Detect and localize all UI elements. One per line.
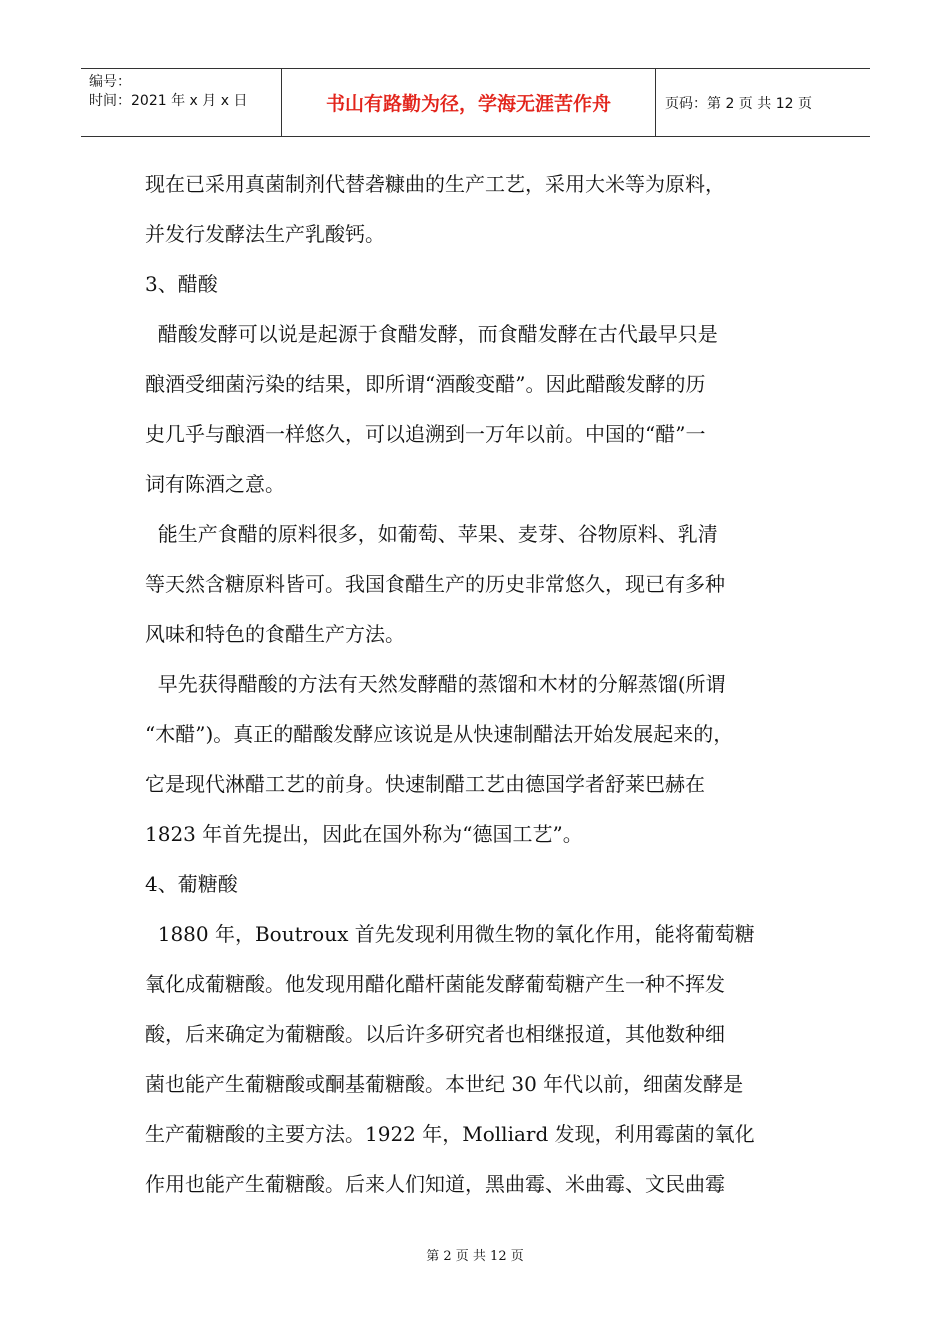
body-line: 作用也能产生葡糖酸。后来人们知道，黑曲霉、米曲霉、文民曲霉 <box>145 1172 725 1196</box>
header-time: 时间：2021 年 x 月 x 日 <box>89 93 248 109</box>
body-line: 酿酒受细菌污染的结果，即所谓“酒酸变醋”。因此醋酸发酵的历 <box>145 372 706 396</box>
header-divider <box>655 69 656 136</box>
body-line: 风味和特色的食醋生产方法。 <box>145 622 405 646</box>
section-heading: 4、葡糖酸 <box>145 872 238 896</box>
body-line: 酸，后来确定为葡糖酸。以后许多研究者也相继报道，其他数种细 <box>145 1022 725 1046</box>
header-meta <box>89 73 247 111</box>
body-line: 能生产食醋的原料很多，如葡萄、苹果、麦芽、谷物原料、乳清 <box>145 522 718 546</box>
body-line: 并发行发酵法生产乳酸钙。 <box>145 222 385 246</box>
page-footer: 第 2 页 共 12 页 <box>426 1249 524 1264</box>
body-line: 1880 年，Boutroux 首先发现利用微生物的氧化作用，能将葡萄糖 <box>145 922 755 946</box>
body-line: 菌也能产生葡糖酸或酮基葡糖酸。本世纪 30 年代以前，细菌发酵是 <box>145 1072 744 1096</box>
body-line: 词有陈酒之意。 <box>145 472 285 496</box>
page-header <box>81 68 870 137</box>
body-line: 醋酸发酵可以说是起源于食醋发酵，而食醋发酵在古代最早只是 <box>145 322 718 346</box>
section-heading: 3、醋酸 <box>145 272 218 296</box>
header-page-info: 页码：第 2 页 共 12 页 <box>665 95 812 112</box>
body-line: 现在已采用真菌制剂代替砻糠曲的生产工艺，采用大米等为原料， <box>145 172 725 196</box>
body-line: 早先获得醋酸的方法有天然发酵醋的蒸馏和木材的分解蒸馏(所谓 <box>145 672 726 696</box>
body-line: 它是现代淋醋工艺的前身。快速制醋工艺由德国学者舒莱巴赫在 <box>145 772 705 796</box>
body-line: 等天然含糖原料皆可。我国食醋生产的历史非常悠久，现已有多种 <box>145 572 725 596</box>
header-motto: 书山有路勤为径，学海无涯苦作舟 <box>325 93 611 115</box>
body-line: 生产葡糖酸的主要方法。1922 年，Molliard 发现，利用霉菌的氧化 <box>145 1122 755 1146</box>
body-line: 史几乎与酿酒一样悠久，可以追溯到一万年以前。中国的“醋”一 <box>145 422 706 446</box>
header-number: 编号： <box>89 74 131 90</box>
body-line: “木醋”)。真正的醋酸发酵应该说是从快速制醋法开始发展起来的， <box>145 722 734 746</box>
body-line: 1823 年首先提出，因此在国外称为“德国工艺”。 <box>145 822 583 846</box>
body-line: 氧化成葡糖酸。他发现用醋化醋杆菌能发酵葡萄糖产生一种不挥发 <box>145 972 725 996</box>
